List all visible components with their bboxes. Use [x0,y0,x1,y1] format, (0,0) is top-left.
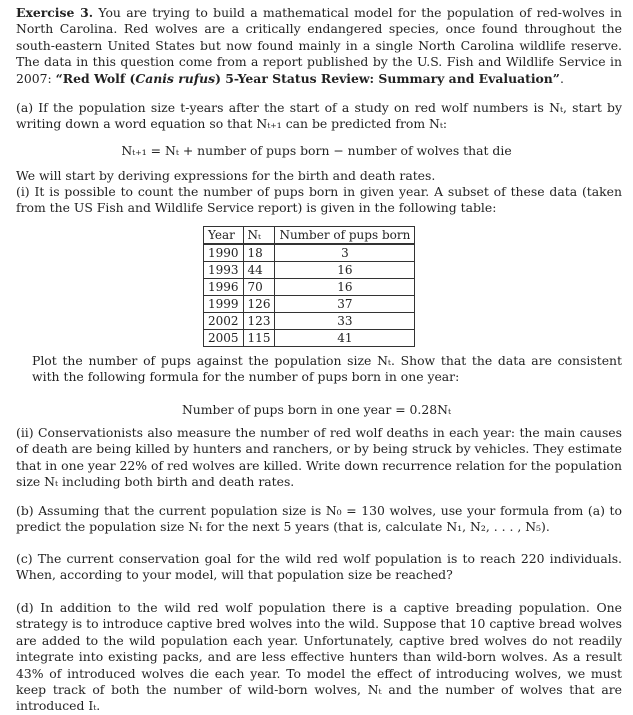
pups-data-table [203,226,415,347]
report-title-b: ) 5-Year Status Review: Summary and Evaluation” [215,70,560,86]
part-d: (d) In addition to the wild red wolf population there is a captive breading population. One strategy is to introduce captive bred wolves into the wild. Suppose that 10 captive bread wolves are added to the wild population each year. Unfortunately, captive bred wolves do not readily integrate into existing packs, and are less effective hunters than wild-born wolves. As a result 43% of introduced wolves die each year. To model the effect of introducing wolves, we must keep track of both the number of wild-born wolves, Nₜ and the number of wolves that are introduced Iₜ. [16,600,623,714]
report-title-italic: Canis rufus [135,70,216,86]
table-row: 1993 44 16 [204,262,415,279]
table-row: 2002 123 33 [204,313,415,330]
part-c: (c) The current conservation goal for the wild red wolf population is to reach 220 individuals. When, according to your model, will that population size be reached? [16,551,622,583]
intro-text: You are trying to build a mathematical model for the population of red-wolves in North Carolina. Red wolves are a critically endangered species, once found throughout the south-eastern United States but now found mainly in a single North Carolina wildlife reserve. The data in this question come from a report published by the U.S. Fish and Wildlife Service in 2007: [16,5,622,86]
exercise-label: Exercise 3. [16,5,94,20]
plot-instructions: Plot the number of pups against the population size Nₜ. Show that the data are consistent with the following formula for the number of pups born in one year: [32,353,622,385]
intro-paragraph [16,5,622,87]
table-row: 1996 70 16 [204,279,415,296]
part-a-item-i: (i) It is possible to count the number of pups born in given year. A subset of these data (taken from the US Fish and Wildlife Service report) is given in the following table: [16,184,622,216]
report-title-a: “Red Wolf ( [55,70,136,86]
table-row: 2005 115 41 [204,330,415,347]
table-header-row [204,227,415,245]
header-pups: Number of pups born [275,227,415,245]
table-row: 1990 18 3 [204,244,415,262]
word-equation: Nₜ₊₁ = Nₜ + number of pups born − number of wolves that die [121,143,512,158]
part-b: (b) Assuming that the current population size is N₀ = 130 wolves, use your formula from (a) to predict the population size Nₜ for the next 5 years (that is, calculate N₁, N₂, . . . , N₅). [16,503,622,535]
table-row: 1999 126 37 [204,296,415,313]
header-year: Year [204,227,244,245]
header-nt: Nₜ [243,227,275,245]
intro-end: . [559,70,564,86]
part-a-text: (a) If the population size t-years after the start of a study on red wolf numbers is Nₜ, start by writing down a word equation so that Nₜ₊₁ can be predicted from Nₜ: [16,100,622,132]
part-a-item-ii: (ii) Conservationists also measure the number of red wolf deaths in each year: the main causes of death are being killed by hunters and ranchers, or by being struck by vehicles. They estimate that in one year 22% of red wolves are killed. Write down recurrence relation for the population size Nₜ including both birth and death rates. [16,425,622,490]
pups-formula: Number of pups born in one year = 0.28Nₜ [181,402,452,417]
part-a-intro2: We will start by deriving expressions for the birth and death rates. [16,168,436,183]
